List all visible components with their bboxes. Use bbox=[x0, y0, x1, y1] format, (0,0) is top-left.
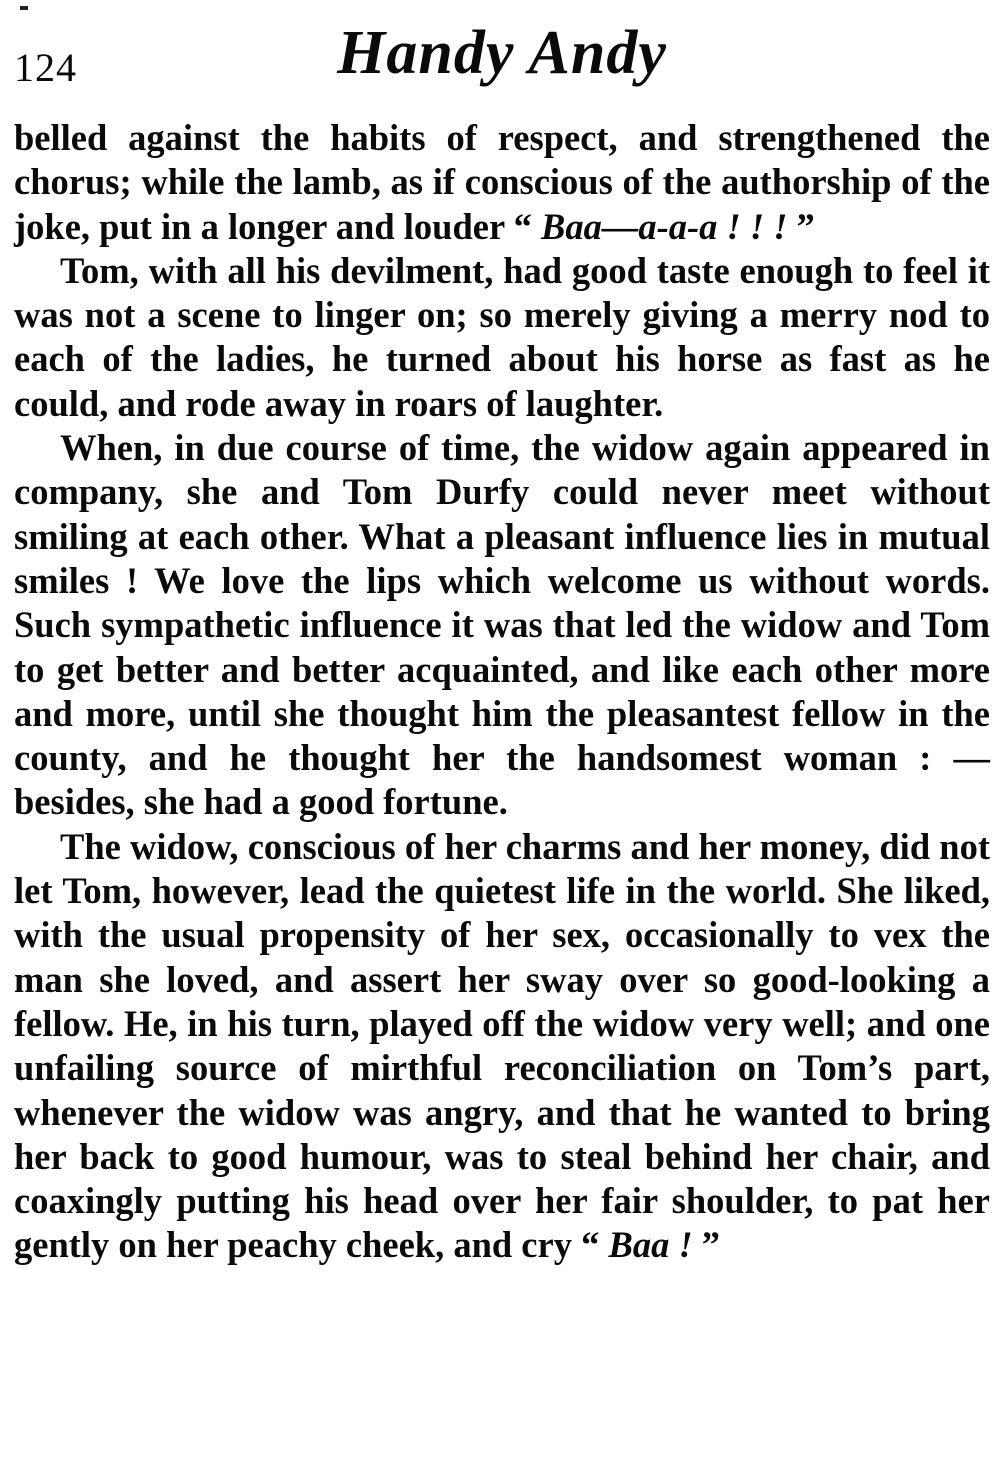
italic-quote: Baa ! bbox=[608, 1224, 693, 1266]
body-text bbox=[14, 116, 990, 1268]
paragraph-text: Tom, with all his devilment, had good taste enough to feel it was not a scene to linger on; so merely giving a merry nod to each of the ladies, he turned about his horse as fast as he could, and rode away in roars of laughter. bbox=[14, 249, 990, 424]
book-page bbox=[14, 0, 990, 1462]
print-mark bbox=[20, 6, 28, 10]
paragraph-text: The widow, conscious of her charms and her money, did not let Tom, however, lead the quietest life in the world. She liked, with the usual propensity of her sex, occasionally to vex the man she loved, and assert her sway over so good-looking a fellow. He, in his turn, played off the widow very well; and one unfailing source of mirthful reconciliation on Tom’s part, whenever the widow was angry, and that he wanted to bring her back to good humour, was to steal behind her chair, and coaxingly putting his head over her fair shoulder, to pat her gently on her peachy cheek, and cry “ bbox=[14, 825, 990, 1266]
running-title: Handy Andy bbox=[337, 19, 667, 87]
italic-quote: Baa—a-a-a ! ! ! bbox=[541, 205, 788, 247]
paragraph bbox=[14, 116, 990, 249]
paragraph-text: When, in due course of time, the widow again appeared in company, she and Tom Durfy could never meet without smiling at each other. What a pleasant influence lies in mutual smiles ! We love the lips which welcome us without words. Such sympathetic influence it was that led the widow and Tom to get better and better acquainted, and like each other more and more, until she thought him the pleasantest fellow in the county, and he thought her the handsomest woman : — besides, she had a good fortune. bbox=[14, 427, 990, 823]
paragraph-text: ” bbox=[692, 1224, 721, 1266]
page-number: 124 bbox=[14, 45, 77, 90]
page-header bbox=[14, 18, 990, 98]
paragraph bbox=[14, 249, 990, 426]
paragraph bbox=[14, 426, 990, 825]
paragraph bbox=[14, 825, 990, 1268]
paragraph-text: ” bbox=[787, 205, 815, 247]
paragraph-text: belled against the habits of respect, and strengthened the chorus; while the lamb, as if conscious of the authorship of the joke, put in a longer and louder “ bbox=[14, 117, 990, 247]
